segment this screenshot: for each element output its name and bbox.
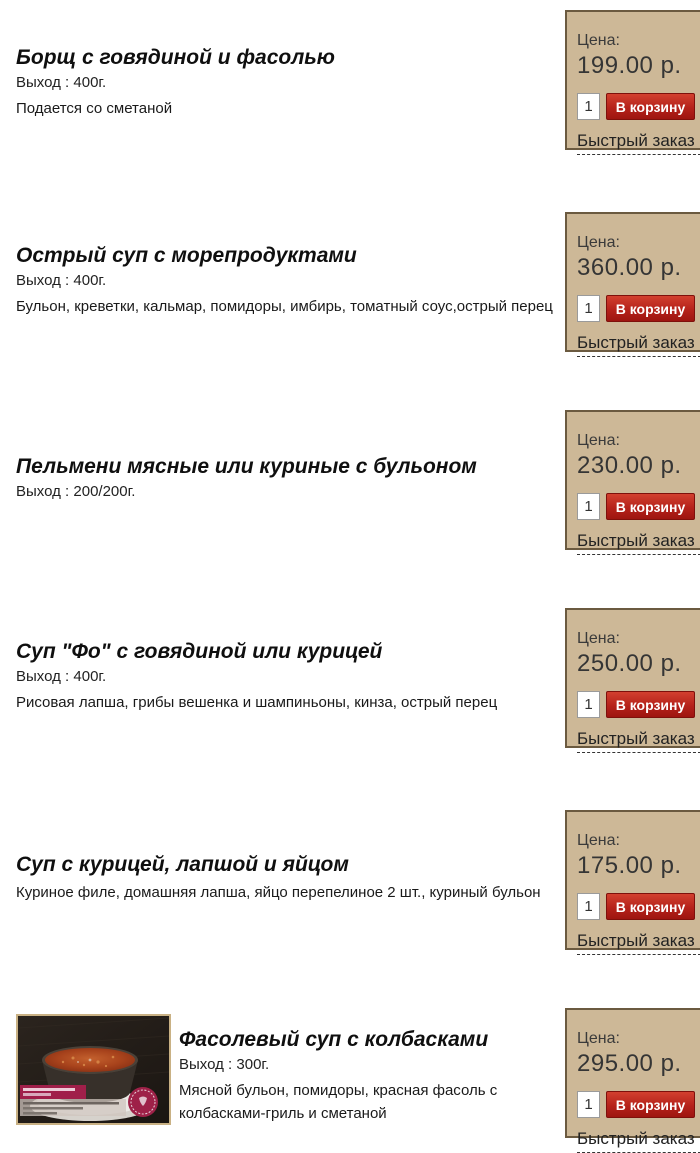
menu-item-bean-soup (0, 1008, 700, 1148)
quick-order-link[interactable]: Быстрый заказ (577, 1129, 700, 1153)
price-box (565, 810, 700, 950)
price-label: Цена: (577, 234, 620, 251)
quick-order-link[interactable]: Быстрый заказ (577, 131, 700, 155)
quick-order-link[interactable]: Быстрый заказ (577, 729, 700, 753)
item-description: Куриное филе, домашняя лапша, яйцо перепелиное 2 шт., куриный бульон (16, 884, 541, 901)
item-title: Фасолевый суп с колбасками (179, 1028, 489, 1051)
quick-order-link[interactable]: Быстрый заказ (577, 333, 700, 357)
add-to-cart-button[interactable]: В корзину (606, 893, 695, 920)
quick-order-link[interactable]: Быстрый заказ (577, 931, 700, 955)
menu-item-borsch (0, 10, 700, 208)
price-value: 175.00 р. (577, 852, 682, 879)
item-title: Суп "Фо" с говядиной или курицей (16, 640, 383, 663)
add-to-cart-button[interactable]: В корзину (606, 1091, 695, 1118)
item-title: Острый суп с морепродуктами (16, 244, 357, 267)
price-value: 250.00 р. (577, 650, 682, 677)
price-box (565, 608, 700, 748)
item-description: Рисовая лапша, грибы вешенка и шампиньоны, кинза, острый перец (16, 694, 498, 711)
quantity-input[interactable] (577, 1091, 600, 1118)
price-box (565, 10, 700, 150)
item-description: Мясной бульон, помидоры, красная фасоль с колбасками-гриль и сметаной (179, 1082, 498, 1122)
price-value: 230.00 р. (577, 452, 682, 479)
item-weight: Выход : 300г. (179, 1056, 270, 1073)
price-label: Цена: (577, 832, 620, 849)
item-description: Подается со сметаной (16, 100, 173, 117)
add-to-cart-button[interactable]: В корзину (606, 93, 695, 120)
price-label: Цена: (577, 432, 620, 449)
item-weight: Выход : 400г. (16, 272, 107, 289)
price-box (565, 410, 700, 550)
photo-caption-band (20, 1085, 86, 1099)
item-weight: Выход : 200/200г. (16, 483, 136, 500)
price-label: Цена: (577, 1030, 620, 1047)
item-title: Борщ с говядиной и фасолью (16, 46, 335, 69)
quantity-input[interactable] (577, 691, 600, 718)
price-box (565, 212, 700, 352)
quantity-input[interactable] (577, 893, 600, 920)
menu-item-chicken-noodle-soup (0, 810, 700, 1008)
price-label: Цена: (577, 630, 620, 647)
menu-item-seafood-soup (0, 212, 700, 410)
menu-item-pho-soup (0, 608, 700, 806)
item-description: Бульон, креветки, кальмар, помидоры, имбирь, томатный соус,острый перец (16, 298, 553, 315)
quantity-input[interactable] (577, 295, 600, 322)
quantity-input[interactable] (577, 93, 600, 120)
item-title: Суп с курицей, лапшой и яйцом (16, 853, 349, 876)
menu-item-pelmeni (0, 410, 700, 608)
add-to-cart-button[interactable]: В корзину (606, 295, 695, 322)
add-to-cart-button[interactable]: В корзину (606, 691, 695, 718)
item-title: Пельмени мясные или куриные с бульоном (16, 455, 477, 478)
add-to-cart-button[interactable]: В корзину (606, 493, 695, 520)
price-box (565, 1008, 700, 1148)
price-value: 360.00 р. (577, 254, 682, 281)
item-weight: Выход : 400г. (16, 668, 107, 685)
quick-order-link[interactable]: Быстрый заказ (577, 531, 700, 555)
item-weight: Выход : 400г. (16, 74, 107, 91)
price-value: 199.00 р. (577, 52, 682, 79)
quantity-input[interactable] (577, 493, 600, 520)
price-value: 295.00 р. (577, 1050, 682, 1077)
dish-photo[interactable] (16, 1014, 171, 1125)
price-label: Цена: (577, 32, 620, 49)
